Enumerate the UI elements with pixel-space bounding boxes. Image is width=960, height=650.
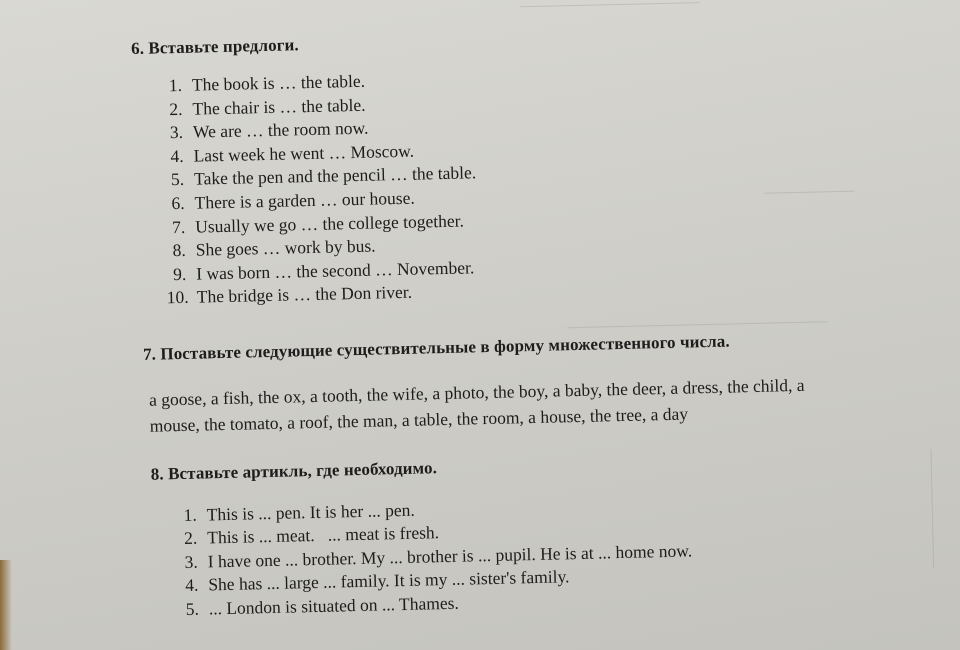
item-text: We are … the room now. bbox=[192, 117, 369, 142]
item-number: 5. bbox=[170, 169, 185, 190]
item-number: 1. bbox=[168, 74, 183, 96]
item-number: 6. bbox=[171, 192, 185, 214]
item-number: 8. bbox=[172, 240, 186, 261]
item-text: Last week he went … Moscow. bbox=[193, 140, 415, 166]
word-list-line-1: a goose, a fish, the ox, a tooth, the wife, a photo, the boy, a baby, the deer, a dress, the child, a bbox=[148, 374, 805, 410]
section-7-heading: 7. Поставьте следующие существительные в форму множественного числа. bbox=[142, 331, 730, 364]
item-text: ... London is situated on ... Thames. bbox=[208, 592, 460, 619]
item-text: Usually we go … the college together. bbox=[194, 210, 465, 237]
item-text: There is a garden … our house. bbox=[194, 187, 415, 213]
item-number: 4. bbox=[184, 574, 199, 596]
item-number: 4. bbox=[170, 145, 184, 166]
reverse-side-bleed bbox=[566, 241, 828, 328]
item-text: The bridge is … the Don river. bbox=[196, 282, 413, 307]
item-text: I have one ... brother. My ... brother is ... pupil. He is at ... home now. bbox=[207, 540, 693, 572]
item-text: I was born … the second … November. bbox=[196, 257, 475, 284]
item-text: The chair is … the table. bbox=[192, 94, 366, 119]
item-number: 2. bbox=[169, 98, 183, 119]
reverse-side-bleed bbox=[780, 449, 934, 572]
section-6-heading: 6. Вставьте предлоги. bbox=[130, 35, 299, 59]
item-number: 2. bbox=[183, 528, 198, 549]
item-number: 3. bbox=[184, 551, 199, 572]
item-number: 3. bbox=[169, 122, 184, 143]
desk-edge-shadow bbox=[0, 560, 12, 650]
item-text: Take the pen and the pencil … the table. bbox=[193, 162, 477, 190]
item-text: The book is … the table. bbox=[191, 70, 366, 95]
word-list-line-2: mouse, the tomato, a roof, the man, a table, the room, a house, the tree, a day bbox=[149, 403, 689, 436]
section-8-list bbox=[176, 492, 693, 621]
section-7-word-list bbox=[149, 368, 960, 439]
reverse-side-bleed bbox=[520, 2, 702, 97]
item-text: This is ... meat. ... meat is fresh. bbox=[207, 522, 440, 548]
item-text: She has ... large ... family. It is my ... sister's family. bbox=[208, 566, 570, 595]
item-number: 1. bbox=[183, 504, 197, 525]
item-number: 5. bbox=[185, 598, 200, 619]
item-number: 7. bbox=[171, 216, 186, 237]
item-number: 9. bbox=[172, 263, 187, 284]
item-text: This is ... pen. It is her ... pen. bbox=[206, 499, 415, 525]
item-number: 10. bbox=[166, 287, 189, 308]
section-8-heading: 8. Вставьте артикль, где необходимо. bbox=[150, 458, 438, 484]
section-6-list bbox=[162, 67, 479, 310]
item-text: She goes … work by bus. bbox=[195, 235, 376, 260]
reverse-side-bleed bbox=[765, 191, 856, 224]
